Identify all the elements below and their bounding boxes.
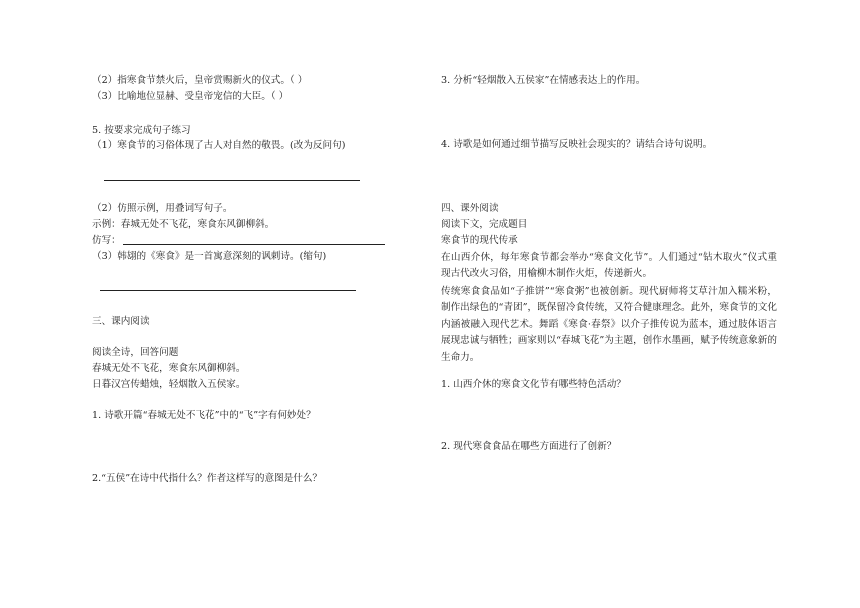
- s5-example: 示例：春城无处不飞花，寒食东风御柳斜。: [92, 219, 275, 230]
- reading-question-1: 1. 诗歌开篇“春城无处不飞花”中的“飞”字有何妙处？: [92, 410, 316, 421]
- answer-line-3[interactable]: [100, 290, 356, 291]
- vocab-item-3: （3）比喻地位显赫、受皇帝宠信的大臣。（ ）: [92, 91, 289, 102]
- section-5-title: 5. 按要求完成句子练习: [92, 125, 191, 136]
- poem-line-2: 日暮汉宫传蜡烛，轻烟散入五侯家。: [92, 379, 246, 390]
- section-4-title: 四、课外阅读: [441, 203, 499, 214]
- reading-question-4: 4. 诗歌是如何通过细节描写反映社会现实的？请结合诗句说明。: [441, 139, 713, 150]
- imitate-label: 仿写：: [92, 235, 121, 246]
- s5-question-1: （1）寒食节的习俗体现了古人对自然的敬畏。(改为反问句): [92, 140, 346, 151]
- vocab-item-2: （2）指寒食节禁火后，皇帝赏赐新火的仪式。（ ）: [92, 75, 308, 86]
- s5-question-2: （2）仿照示例，用叠词写句子。: [92, 203, 233, 214]
- s5-question-3: （3）韩翃的《寒食》是一首寓意深刻的讽刺诗。(缩句): [92, 251, 327, 262]
- s5-imitate-row: [92, 234, 385, 248]
- passage-title: 寒食节的现代传承: [441, 235, 518, 246]
- reading-instruction: 阅读全诗，回答问题: [92, 347, 179, 358]
- imitate-answer-line[interactable]: [123, 244, 385, 245]
- reading-question-3: 3. 分析“轻烟散入五侯家”在情感表达上的作用。: [441, 75, 646, 86]
- outside-reading-instruction: 阅读下文，完成题目: [441, 219, 528, 230]
- passage-paragraph-1: 在山西介休，每年寒食节都会举办“寒食文化节”。人们通过“钻木取火”仪式重现古代改火习俗，用榆柳木制作火炬，传递新火。: [441, 252, 777, 280]
- reading-question-2: 2.“五侯”在诗中代指什么？作者这样写的意图是什么？: [92, 473, 323, 484]
- outside-question-1: 1. 山西介休的寒食文化节有哪些特色活动？: [441, 379, 626, 390]
- passage-paragraph-2: 传统寒食食品如“子推饼”“寒食粥”也被创新。现代厨师将艾草汁加入糯米粉，制作出绿色的“青团”，既保留冷食传统，又符合健康理念。此外，寒食节的文化内涵被融入现代艺术。舞蹈《寒食·春祭》以介子推传说为蓝本，通过肢体语言展现忠诚与牺牲；画家则以“春城飞花”为主题，创作水墨画，赋予传统意象新的生命力。: [441, 286, 777, 363]
- section-3-title: 三、课内阅读: [92, 316, 150, 327]
- poem-line-1: 春城无处不飞花，寒食东风御柳斜。: [92, 363, 246, 374]
- outside-question-2: 2. 现代寒食食品在哪些方面进行了创新？: [441, 441, 617, 452]
- answer-line-1[interactable]: [104, 180, 360, 181]
